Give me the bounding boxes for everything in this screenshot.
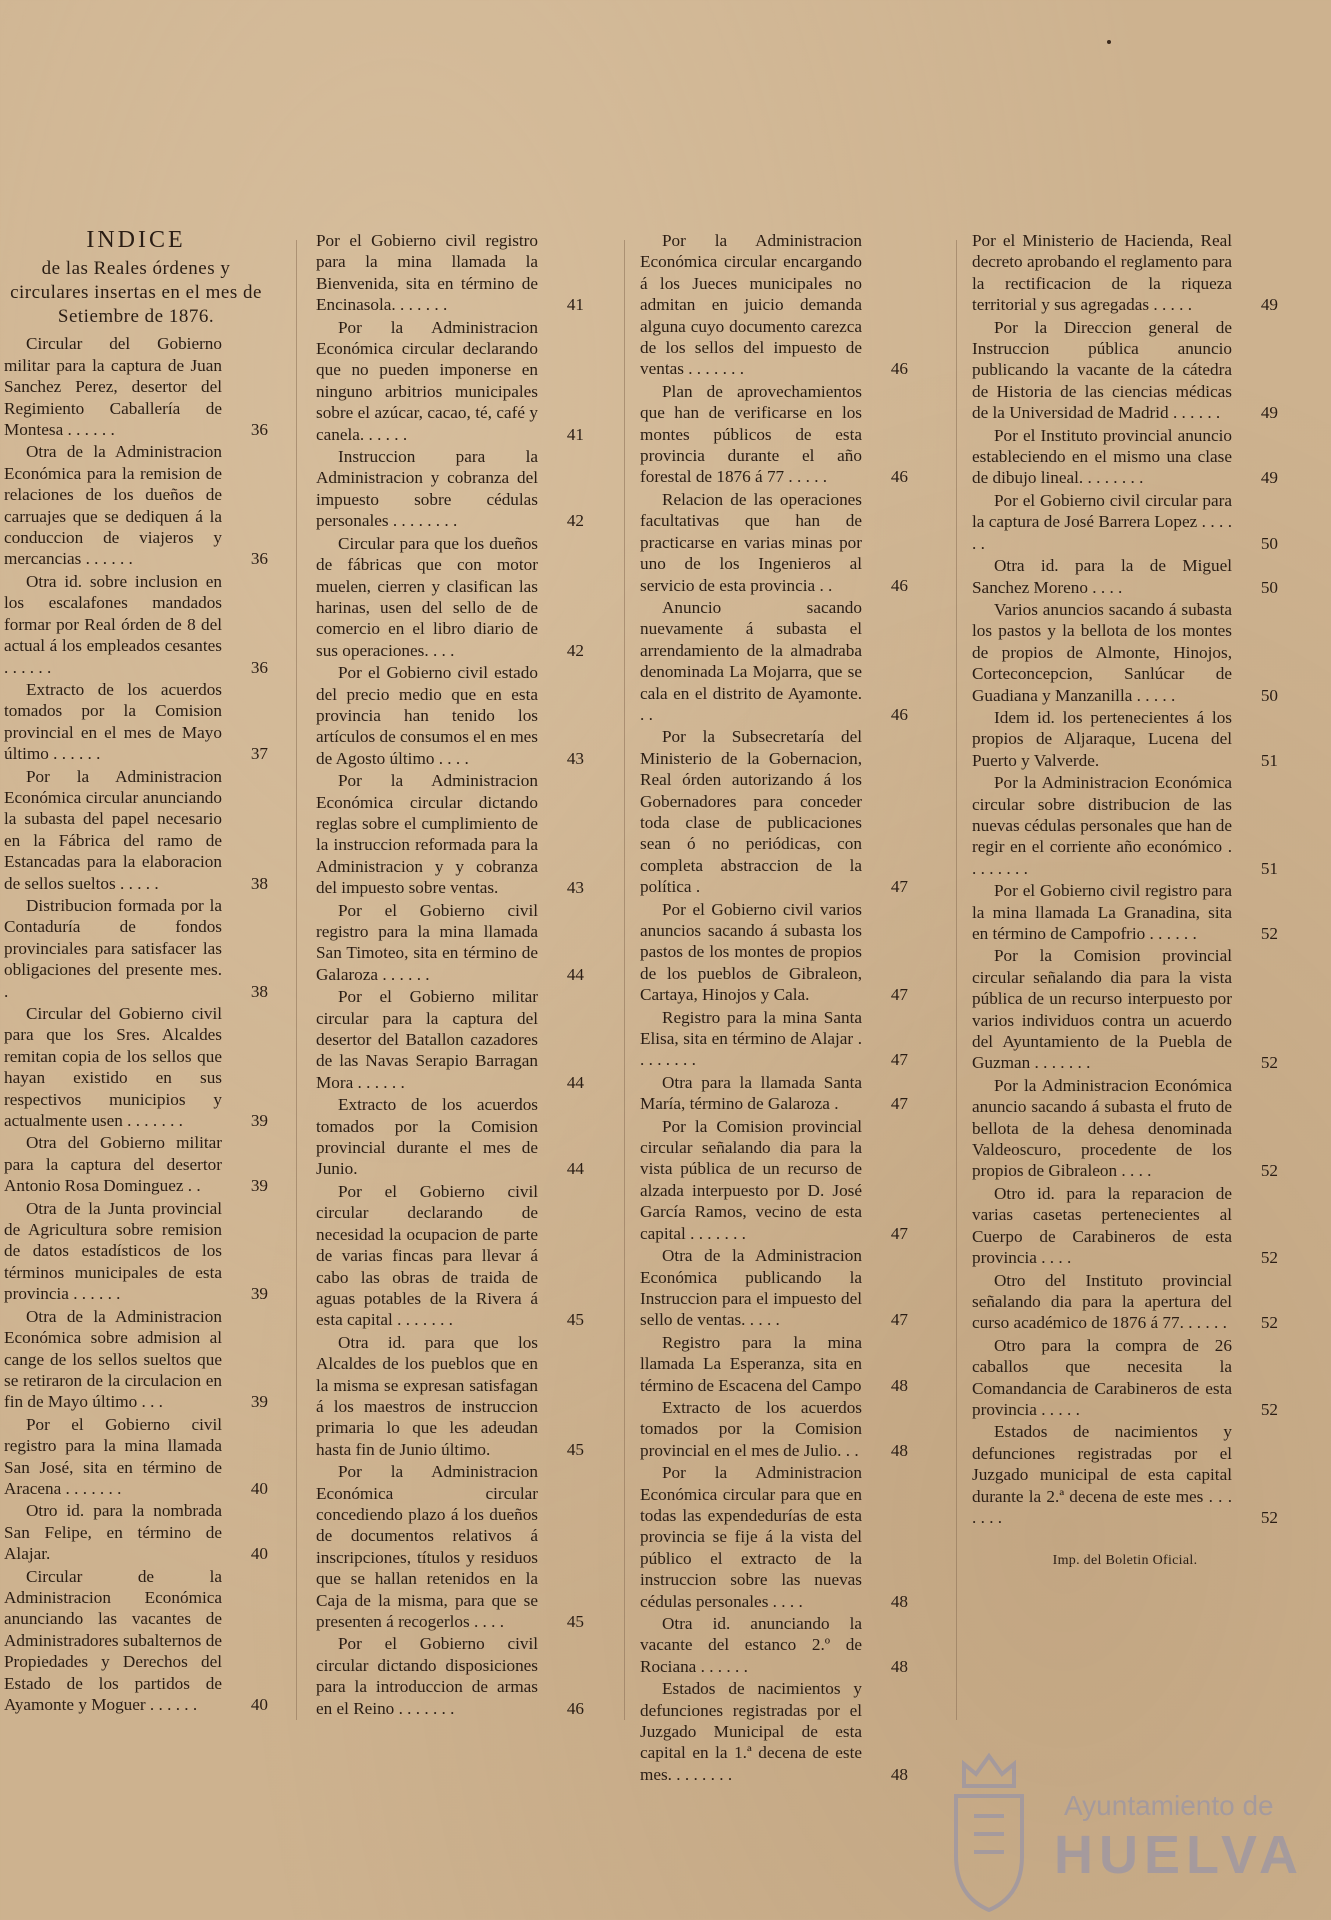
entry-text: Anuncio sacando nuevamente á subasta el arrendamiento de la almadraba denominada La Mojarra, que se cala en el distrito de Ayamonte. . .	[640, 597, 862, 724]
entry-page: 51	[1260, 858, 1278, 878]
entry-page: 52	[1260, 1053, 1278, 1073]
entry-text: Otra id. para que los Alcaldes de los pueblos que en la misma se expresan satisfagan á los maestros de instruccion primaria lo que les adeudan hasta fin de Junio último.	[316, 1332, 538, 1459]
entry-page: 49	[1260, 403, 1278, 423]
entry-page: 47	[890, 1094, 908, 1114]
index-entry	[4, 1414, 268, 1500]
entry-page: 39	[250, 1111, 268, 1131]
entry-page: 49	[1260, 468, 1278, 488]
index-entry	[972, 880, 1278, 944]
index-entry	[316, 900, 584, 986]
entry-page: 44	[566, 964, 584, 984]
column-rule	[956, 240, 957, 1720]
entry-page: 52	[1260, 1161, 1278, 1181]
index-entry	[316, 1633, 584, 1719]
entry-page: 38	[250, 873, 268, 893]
entry-page: 50	[1260, 533, 1278, 553]
index-entry	[640, 1116, 908, 1244]
entry-text: Por el Gobierno civil circular dictando disposiciones para la introduccion de armas en el Reino . . . . . . .	[316, 1634, 538, 1718]
entry-page: 48	[890, 1656, 908, 1676]
index-entry	[4, 1003, 268, 1131]
index-entry	[640, 1462, 908, 1612]
entry-page: 50	[1260, 685, 1278, 705]
entry-text: Extracto de los acuerdos tomados por la Comision provincial en el mes de Julio. . .	[640, 1397, 862, 1460]
index-entry	[972, 1335, 1278, 1421]
entry-text: Estados de nacimientos y defunciones registradas por el Juzgado municipal de esta capital durante la 2.ª decena de este mes . . . . . . .	[972, 1422, 1232, 1527]
column-1	[4, 227, 268, 1716]
entry-text: Por el Gobierno civil registro para la mina llamada la Bienvenida, sita en término de Encinasola. . . . . . .	[316, 231, 538, 315]
column-rule	[624, 240, 625, 1720]
entry-text: Otro id. para la reparacion de varias casetas pertenecientes al Cuerpo de Carabineros de esta provincia . . . .	[972, 1183, 1232, 1268]
index-entry	[640, 230, 908, 380]
index-entry	[640, 899, 908, 1006]
entry-text: Registro para la mina llamada La Esperanza, sita en término de Escacena del Campo	[640, 1332, 862, 1395]
entry-page: 46	[890, 575, 908, 595]
index-entry	[4, 766, 268, 894]
index-entry	[972, 1270, 1278, 1334]
index-entry	[4, 1132, 268, 1196]
index-entry	[972, 555, 1278, 598]
entry-page: 50	[1260, 577, 1278, 597]
entry-text: Extracto de los acuerdos tomados por la Comision provincial en el mes de Mayo último . . . . . .	[4, 679, 222, 764]
entry-page: 47	[890, 1310, 908, 1330]
entry-page: 39	[250, 1392, 268, 1412]
entry-page: 38	[250, 981, 268, 1001]
entry-page: 46	[566, 1698, 584, 1718]
entry-text: Otra de la Administracion Económica publicando la Instruccion para el impuesto del sello de ventas. . . . .	[640, 1246, 862, 1330]
index-entry	[4, 571, 268, 678]
index-entry	[640, 489, 908, 596]
ink-speck	[1107, 40, 1111, 44]
index-title: INDICE	[86, 227, 186, 253]
index-entry	[4, 895, 268, 1002]
column-rule	[296, 240, 297, 1720]
entry-text: Por el Gobierno civil registro para la mina llamada San Timoteo, sita en término de Galaroza . . . . . .	[316, 900, 538, 984]
entry-page: 45	[566, 1310, 584, 1330]
entry-text: Por el Gobierno civil varios anuncios sacando á subasta los pastos de los montes de propios de los pueblos de Gibraleon, Cartaya, Hinojos y Cala.	[640, 899, 862, 1005]
index-entry	[972, 772, 1278, 879]
index-entry	[640, 1007, 908, 1071]
entry-page: 47	[890, 877, 908, 897]
index-entry	[4, 679, 268, 765]
entry-page: 41	[566, 295, 584, 315]
entry-page: 47	[890, 1050, 908, 1070]
entry-page: 39	[250, 1284, 268, 1304]
entry-text: Instruccion para la Administracion y cobranza del impuesto sobre cédulas personales . . . . . . . .	[316, 447, 538, 531]
entry-text: Circular de la Administracion Económica anunciando las vacantes de Administradores subalternos de Propiedades y Derechos del Estado de los partidos de Ayamonte y Moguer . . . . . .	[4, 1566, 222, 1714]
index-entry	[972, 230, 1278, 316]
entry-text: Plan de aprovechamientos que han de verificarse en los montes públicos de esta provincia durante el año forestal de 1876 á 77 . . . . .	[640, 381, 862, 487]
entry-text: Por la Comision provincial circular señalando dia para la vista pública de un recurso de alzada interpuesto por D. José García Ramos, vecino de esta capital . . . . . . .	[640, 1116, 862, 1243]
entry-page: 48	[890, 1440, 908, 1460]
entry-text: Por la Administracion Económica circular para que en todas las expendedurías de esta provincia se fije á la vista del público el extracto de la instruccion sobre las nuevas cédulas personales . . . .	[640, 1463, 862, 1611]
entry-text: Por el Gobierno militar circular para la captura del desertor del Batallon cazadores de las Navas Serapio Barragan Mora . . . . . .	[316, 987, 538, 1092]
entry-text: Circular para que los dueños de fábricas que con motor muelen, cierren y clasifican las harinas, usen del sello de de comercio en el libro diario de sus operaciones. . . .	[316, 533, 538, 660]
index-entry	[4, 1306, 268, 1413]
entry-text: Por el Gobierno civil circular declarando de necesidad la ocupacion de parte de varias fincas para llevar á cabo las obras de traida de aguas potables de la Rivera á esta capital . . . . . . .	[316, 1181, 538, 1330]
entry-text: Otra del Gobierno militar para la captura del desertor Antonio Rosa Dominguez . .	[4, 1133, 222, 1196]
watermark-line-2: HUELVA	[1054, 1825, 1304, 1885]
index-entry	[4, 1566, 268, 1716]
entry-page: 45	[566, 1612, 584, 1631]
index-entry	[4, 1500, 268, 1564]
entry-page: 52	[1260, 1399, 1278, 1419]
index-entry	[316, 1332, 584, 1460]
entry-text: Otra de la Administracion Económica sobre admision al cange de los sellos sueltos que se retiraron de la circulacion en fin de Mayo último . . .	[4, 1306, 222, 1412]
entry-text: Varios anuncios sacando á subasta los pastos y la bellota de los montes de propios de Almonte, Hinojos, Corteconcepcion, Sanlúcar de Guadiana y Manzanilla . . . . .	[972, 599, 1232, 705]
entry-text: Relacion de las operaciones facultativas que han de practicarse en varias minas por uno de los Ingenieros al servicio de esta provincia . .	[640, 489, 862, 595]
index-entry	[4, 441, 268, 569]
entry-page: 46	[890, 704, 908, 724]
index-entry	[4, 1198, 268, 1305]
index-entry	[640, 1245, 908, 1331]
entry-page: 51	[1260, 750, 1278, 770]
index-entry	[640, 1072, 908, 1115]
entry-page: 46	[890, 359, 908, 379]
entry-page: 40	[250, 1544, 268, 1564]
index-entry	[640, 726, 908, 897]
imprint-line: Imp. del Boletin Oficial.	[1052, 1553, 1198, 1569]
entry-text: Por la Administracion Económica anuncio sacando á subasta el fruto de bellota de la dehesa denominada Valdeoscuro, procedente de los propios de Gibraleon . . . .	[972, 1075, 1232, 1181]
index-header	[4, 227, 268, 329]
column-2	[316, 230, 584, 1720]
entry-text: Otra id. anunciando la vacante del estanco 2.º de Rociana . . . . . .	[640, 1614, 862, 1676]
entry-text: Otra de la Junta provincial de Agricultura sobre remision de datos estadísticos de los términos municipales de esta provincia . . . . . .	[4, 1198, 222, 1304]
index-entry	[316, 1181, 584, 1331]
index-entry	[316, 1094, 584, 1180]
index-entry	[316, 770, 584, 898]
entry-text: Estados de nacimientos y defunciones registradas por el Juzgado Municipal de esta capital en la 1.ª decena de este mes. . . . . . . .	[640, 1679, 862, 1784]
column-4	[972, 230, 1278, 1572]
entry-page: 46	[890, 467, 908, 487]
index-entry	[972, 1421, 1278, 1528]
entry-text: Por el Gobierno civil circular para la captura de José Barrera Lopez . . . . . .	[972, 490, 1232, 553]
entry-text: Por la Administracion Económica circular anunciando la subasta del papel necesario en la Fábrica del ramo de Estancadas para la elaboracion de sellos sueltos . . . . .	[4, 766, 222, 893]
column-3	[640, 230, 908, 1786]
entry-page: 52	[1260, 1313, 1278, 1333]
entry-page: 36	[250, 549, 268, 569]
entry-page: 36	[250, 657, 268, 677]
entry-page: 37	[250, 744, 268, 764]
entry-page: 48	[890, 1375, 908, 1395]
index-entry	[640, 1613, 908, 1677]
entry-text: Otro para la compra de 26 caballos que necesita la Comandancia de Carabineros de esta provincia . . . . .	[972, 1335, 1232, 1419]
entry-text: Por la Direccion general de Instruccion pública anuncio publicando la vacante de la cátedra de Historia de las ciencias médicas de la Universidad de Madrid . . . . . .	[972, 317, 1232, 423]
entry-text: Por el Gobierno civil estado del precio medio que en esta provincia han tenido los artículos de consumos el en mes de Agosto último . . . .	[316, 663, 538, 768]
watermark-line-1: Ayuntamiento de	[1064, 1790, 1274, 1821]
entry-page: 44	[566, 1072, 584, 1092]
entry-text: Extracto de los acuerdos tomados por la Comision provincial durante el mes de Junio.	[316, 1095, 538, 1179]
index-entry	[640, 1397, 908, 1461]
crest-icon	[934, 1746, 1044, 1916]
entry-page: 52	[1260, 1507, 1278, 1527]
entry-text: Otra id. para la de Miguel Sanchez Moreno . . . .	[972, 556, 1232, 597]
entry-page: 47	[890, 985, 908, 1005]
index-entry	[4, 333, 268, 440]
index-entry	[972, 599, 1278, 706]
entry-page: 48	[890, 1591, 908, 1611]
entry-text: Por el Gobierno civil registro para la mina llamada San José, sita en término de Aracena . . . . . . .	[4, 1414, 222, 1498]
index-entry	[972, 707, 1278, 771]
entry-page: 44	[566, 1159, 584, 1179]
entry-text: Por la Administracion Económica circular encargando á los Jueces municipales no admitan en juicio demanda alguna cuyo documento carezca de los sellos del impuesto de ventas . . . . . . .	[640, 231, 862, 379]
entry-page: 40	[250, 1695, 268, 1714]
index-entry	[316, 230, 584, 316]
entry-page: 52	[1260, 924, 1278, 943]
index-entry	[640, 597, 908, 725]
entry-text: Por la Comision provincial circular señalando dia para la vista pública de un recurso interpuesto por varios individuos contra un acuerdo del Ayuntamiento de la Puebla de Guzman . . . . . . .	[972, 946, 1232, 1073]
index-subtitle: de las Reales órdenes y circulares insertas en el mes de Setiembre de 1876.	[10, 258, 262, 328]
entry-page: 47	[890, 1223, 908, 1243]
entry-text: Registro para la mina Santa Elisa, sita en término de Alajar . . . . . . . .	[640, 1007, 862, 1070]
index-entry	[972, 490, 1278, 554]
entry-page: 48	[890, 1764, 908, 1784]
entry-page: 43	[566, 878, 584, 898]
index-entry	[972, 317, 1278, 424]
index-entry	[316, 986, 584, 1093]
entry-text: Por la Administracion Económica circular dictando reglas sobre el cumplimiento de la instruccion reformada para la Administracion y y cobranza del impuesto sobre ventas.	[316, 771, 538, 898]
index-entry	[972, 1075, 1278, 1182]
entry-page: 42	[566, 640, 584, 660]
entry-text: Circular del Gobierno civil para que los Sres. Alcaldes remitan copia de los sellos que hayan existido en sus respectivos municipios y actualmente usen . . . . . . .	[4, 1004, 222, 1131]
entry-page: 42	[566, 511, 584, 531]
entry-text: Otra id. sobre inclusion en los escalafones mandados formar por Real órden de 8 del actual á los empleados cesantes . . . . . .	[4, 571, 222, 677]
entry-text: Por la Administracion Económica circular declarando que no pueden imponerse en ninguno arbitrios municipales sobre el azúcar, cacao, té, café y canela. . . . . .	[316, 317, 538, 444]
entry-text: Otro del Instituto provincial señalando dia para la apertura del curso académico de 1876 á 77. . . . . .	[972, 1270, 1232, 1333]
index-entry	[316, 446, 584, 532]
index-entry	[972, 425, 1278, 489]
index-entry	[640, 1678, 908, 1785]
entry-text: Por el Ministerio de Hacienda, Real decreto aprobando el reglamento para la rectificacion de la riqueza territorial y sus agregadas . . . . .	[972, 231, 1232, 315]
watermark	[914, 1740, 1331, 1920]
entry-page: 45	[566, 1439, 584, 1459]
entry-text: Circular del Gobierno militar para la captura de Juan Sanchez Perez, desertor del Regimiento Caballería de Montesa . . . . . .	[4, 334, 222, 440]
entry-page: 52	[1260, 1248, 1278, 1268]
entry-text: Idem id. los pertenecientes á los propios de Aljaraque, Lucena del Puerto y Valverde.	[972, 707, 1232, 770]
entry-page: 36	[250, 420, 268, 440]
index-entry	[316, 1461, 584, 1632]
index-entry	[640, 1332, 908, 1396]
entry-text: Por la Subsecretaría del Ministerio de la Gobernacion, Real órden autorizando á los Gobernadores para conceder toda clase de publicaciones sean ó no periódicas, con completa abstraccion de la política .	[640, 727, 862, 897]
index-entry	[640, 381, 908, 488]
entry-text: Otra de la Administracion Económica para la remision de relaciones de los dueños de carruajes que se dediquen á la conduccion de viajeros y mercancias . . . . . .	[4, 442, 222, 569]
entry-page: 39	[250, 1176, 268, 1196]
entry-text: Por la Administracion Económica circular concediendo plazo á los dueños de documentos relativos á inscripciones, títulos y residuos que se hallan retenidos en la Caja de la misma, para que se presenten á recogerlos . . . .	[316, 1462, 538, 1631]
entry-page: 43	[566, 748, 584, 768]
entry-text: Otra para la llamada Santa María, término de Galaroza .	[640, 1072, 862, 1114]
index-entry	[316, 533, 584, 661]
entry-page: 49	[1260, 295, 1278, 315]
entry-text: Distribucion formada por la Contaduría de fondos provinciales para satisfacer las obligaciones del presente mes. .	[4, 895, 222, 1001]
entry-text: Otro id. para la nombrada San Felipe, en término de Alajar.	[4, 1501, 222, 1564]
index-entry	[972, 945, 1278, 1073]
entry-text: Por la Administracion Económica circular sobre distribucion de las nuevas cédulas personales que han de regir en el corriente año económico . . . . . . . .	[972, 773, 1232, 878]
entry-text: Por el Gobierno civil registro para la mina llamada La Granadina, sita en término de Campofrio . . . . . .	[972, 881, 1232, 943]
entry-page: 40	[250, 1478, 268, 1498]
entry-page: 41	[566, 424, 584, 444]
index-entry	[316, 317, 584, 445]
entry-text: Por el Instituto provincial anuncio estableciendo en el mismo una clase de dibujo lineal. . . . . . . .	[972, 425, 1232, 488]
index-entry	[316, 662, 584, 769]
index-entry	[972, 1183, 1278, 1269]
